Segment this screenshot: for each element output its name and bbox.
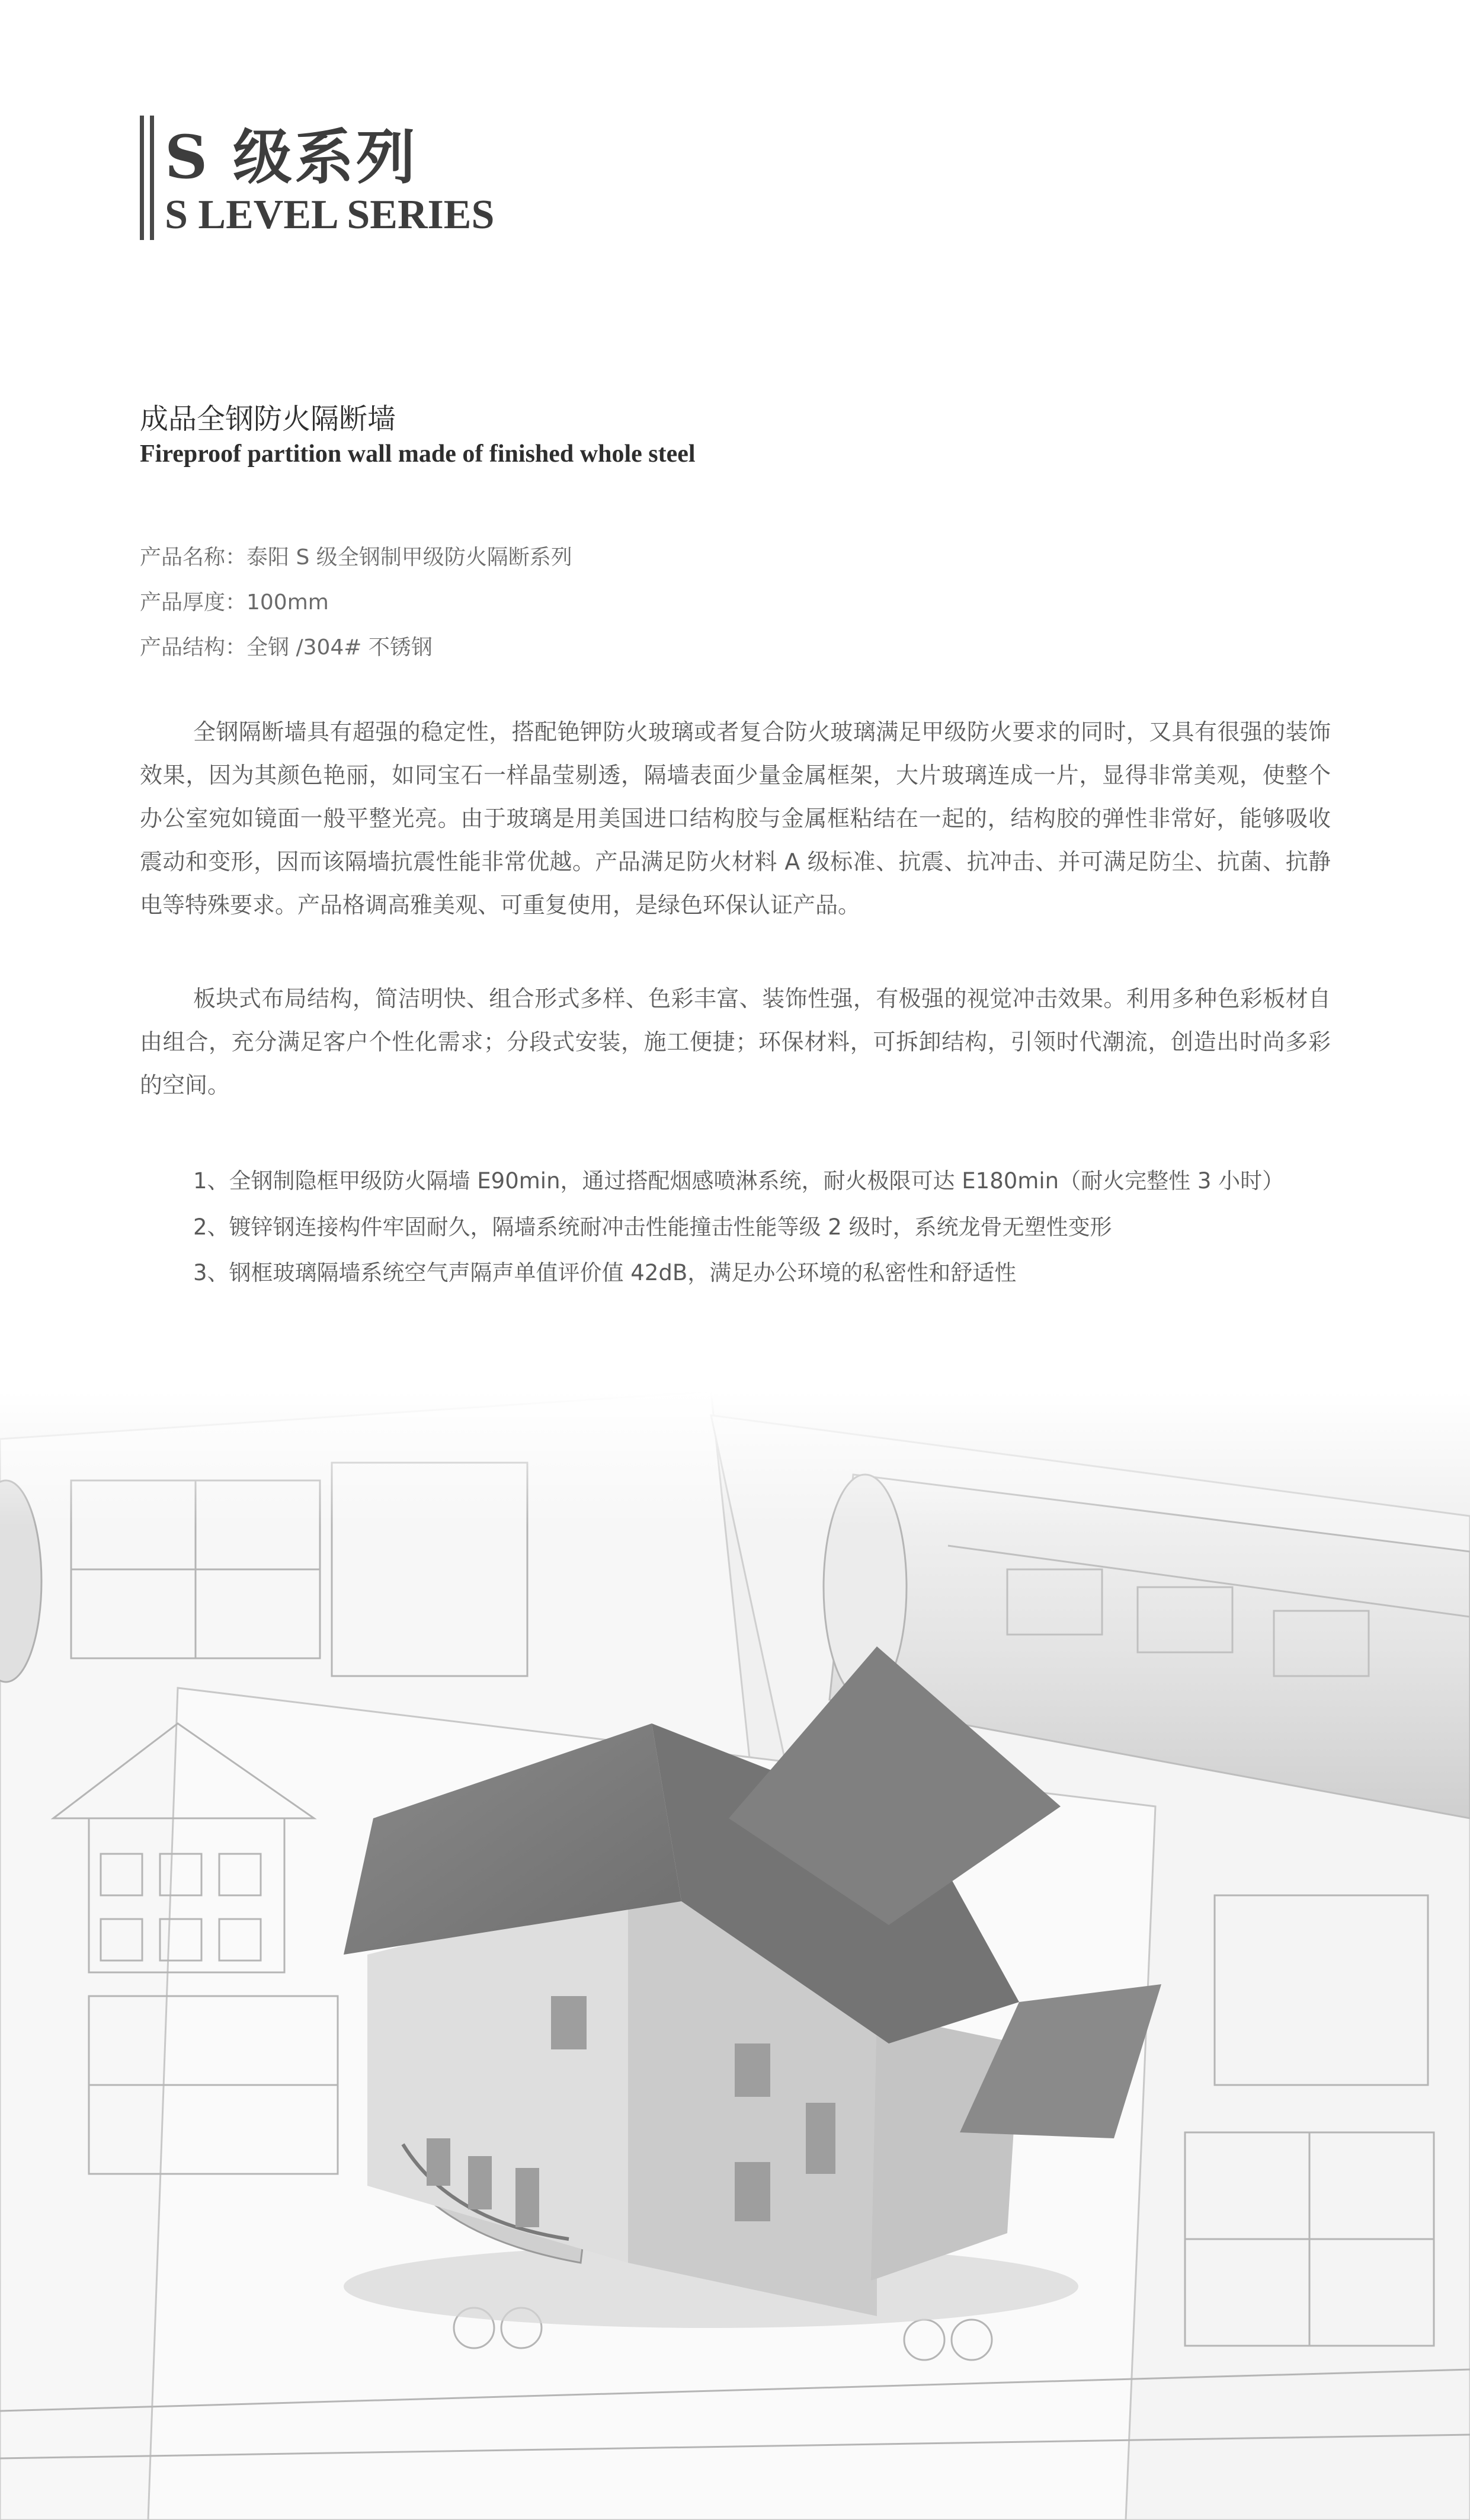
description-paragraph: 板块式布局结构，简洁明快、组合形式多样、色彩丰富、装饰性强，有极强的视觉冲击效果。利用多种色彩板材自由组合，充分满足客户个性化需求；分段式安装，施工便捷；环保材料，可拆卸结构，引领时代潮流，创造出时尚多彩的空间。 [140, 986, 1331, 1098]
series-title-en: S LEVEL SERIES [165, 192, 495, 238]
product-title-en: Fireproof partition wall made of finished whole steel [140, 440, 696, 468]
description-paragraph: 全钢隔断墙具有超强的稳定性，搭配铯钾防火玻璃或者复合防火玻璃满足甲级防火要求的同时，又具有很强的装饰效果，因为其颜色艳丽，如同宝石一样晶莹剔透，隔墙表面少量金属框架，大片玻璃连成一片，显得非常美观，使整个办公室宛如镜面一般平整光亮。由于玻璃是用美国进口结构胶与金属框粘结在一起的，结构胶的弹性非常好，能够吸收震动和变形，因而该隔墙抗震性能非常优越。产品满足防火材料 A 级标准、抗震、抗冲击、并可满足防尘、抗菌、抗静电等特殊要求。产品格调高雅美观、可重复使用，是绿色环保认证产品。 [140, 719, 1331, 918]
feature-item: 1、全钢制隐框甲级防火隔墙 E90min，通过搭配烟感喷淋系统，耐火极限可达 E180min（耐火完整性 3 小时） [193, 1168, 1285, 1194]
spec-product-name: 产品名称：泰阳 S 级全钢制甲级防火隔断系列 [140, 545, 572, 570]
feature-item: 3、钢框玻璃隔墙系统空气声隔声单值评价值 42dB，满足办公环境的私密性和舒适性 [193, 1260, 1017, 1285]
header-accent-bar [150, 116, 154, 240]
product-title-cn: 成品全钢防火隔断墙 [140, 402, 396, 436]
spec-thickness: 产品厚度：100mm [140, 590, 329, 615]
feature-item: 2、镀锌钢连接构件牢固耐久，隔墙系统耐冲击性能撞击性能等级 2 级时，系统龙骨无塑性变形 [193, 1214, 1112, 1240]
series-title-cn: S 级系列 [165, 122, 418, 192]
house-blueprint-image [0, 1392, 1470, 2520]
header-accent-bar [140, 116, 144, 240]
spec-structure: 产品结构：全钢 /304# 不锈钢 [140, 635, 433, 660]
